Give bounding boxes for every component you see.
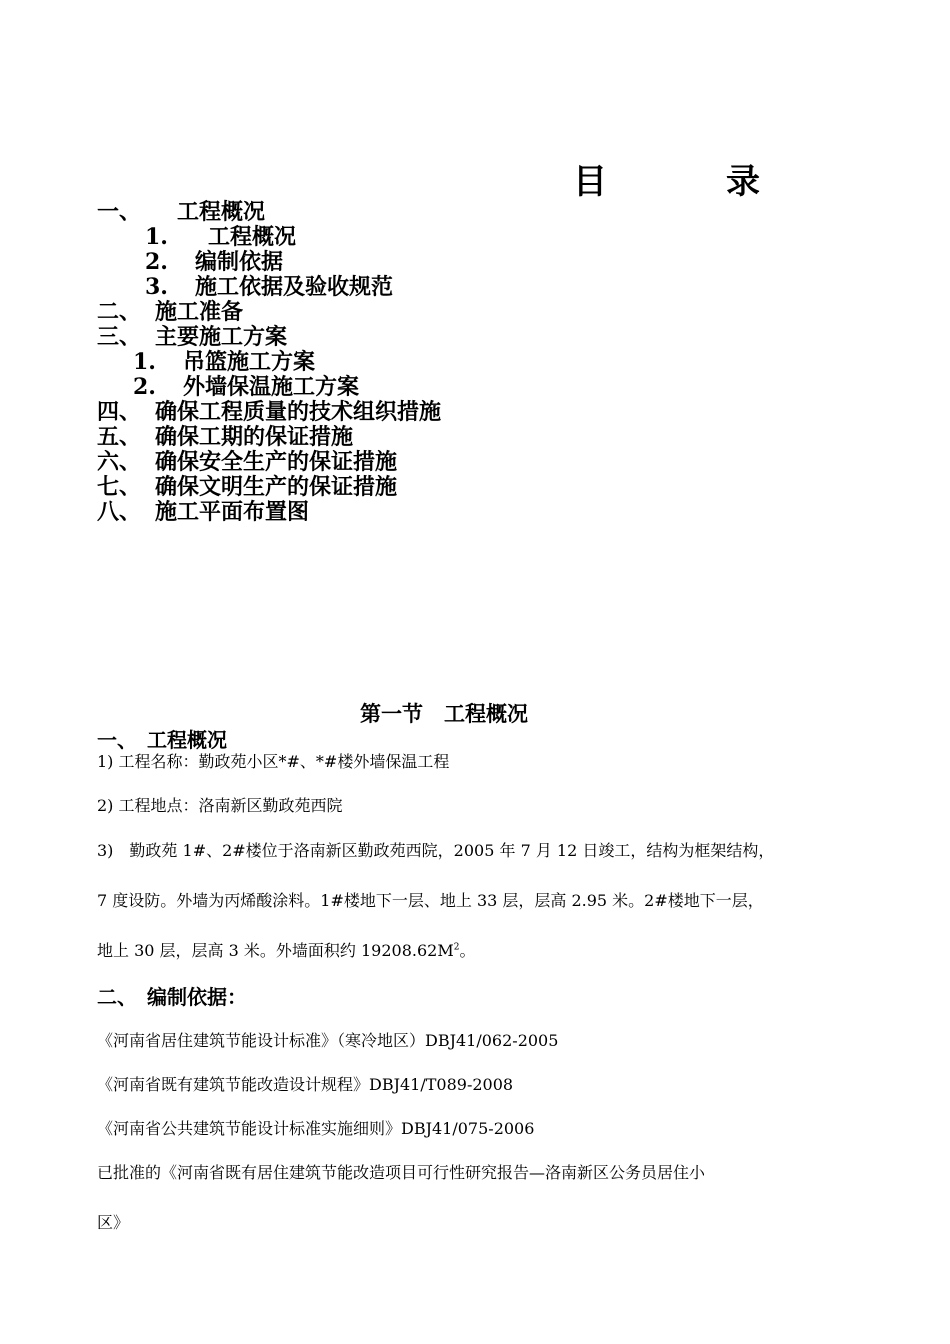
toc-item: 八、 施工平面布置图 <box>97 499 310 525</box>
toc-item: 六、 确保安全生产的保证措施 <box>97 449 398 475</box>
project-description-line: 地上 30 层，层高 3 米。外墙面积约 $19208.62M^2$。 <box>97 941 476 960</box>
toc-item: 七、 确保文明生产的保证措施 <box>97 474 398 500</box>
project-location: 2) 工程地点：洛南新区勤政苑西院 <box>97 796 343 815</box>
subsection-heading: 一、 工程概况 <box>97 728 227 752</box>
toc-item: 四、 确保工程质量的技术组织措施 <box>97 399 442 425</box>
subsection-heading: 二、 编制依据： <box>97 985 247 1009</box>
project-name: 1) 工程名称：勤政苑小区*#、*#楼外墙保温工程 <box>97 752 450 771</box>
toc-item: 三、 主要施工方案 <box>97 324 288 350</box>
reference-item: 《河南省公共建筑节能设计标准实施细则》DBJ41/075-2006 <box>97 1119 535 1138</box>
project-description-line: 3) 勤政苑 1#、2#楼位于洛南新区勤政苑西院，2005 年 7 月 12 日竣工，结构为框架结构， <box>97 841 775 860</box>
toc-item: 五、 确保工期的保证措施 <box>97 424 354 450</box>
toc-item: 二、 施工准备 <box>97 299 244 325</box>
toc-item: 3. 施工依据及验收规范 <box>145 274 393 300</box>
approved-report-line: 已批准的《河南省既有居住建筑节能改造项目可行性研究报告—洛南新区公务员居住小 <box>97 1163 706 1182</box>
reference-item: 《河南省居住建筑节能设计标准》（寒冷地区）DBJ41/062-2005 <box>97 1031 559 1050</box>
toc-item: 2. 编制依据 <box>145 249 283 275</box>
toc-title-char-1: 目 <box>573 162 607 202</box>
section-title: 第一节 工程概况 <box>360 701 528 726</box>
toc-item: 一、 工程概况 <box>97 199 266 225</box>
toc-item: 1. 工程概况 <box>145 224 296 250</box>
toc-item: 1. 吊篮施工方案 <box>133 349 315 375</box>
project-description-line: 7 度设防。外墙为丙烯酸涂料。1#楼地下一层、地上 33 层，层高 2.95 米。2#楼地下一层， <box>97 891 764 910</box>
approved-report-line: 区》 <box>97 1213 130 1232</box>
reference-item: 《河南省既有建筑节能改造设计规程》DBJ41/T089-2008 <box>97 1075 514 1094</box>
toc-item: 2. 外墙保温施工方案 <box>133 374 359 400</box>
toc-title-char-2: 录 <box>726 162 760 202</box>
superscript: 2 <box>453 942 460 953</box>
